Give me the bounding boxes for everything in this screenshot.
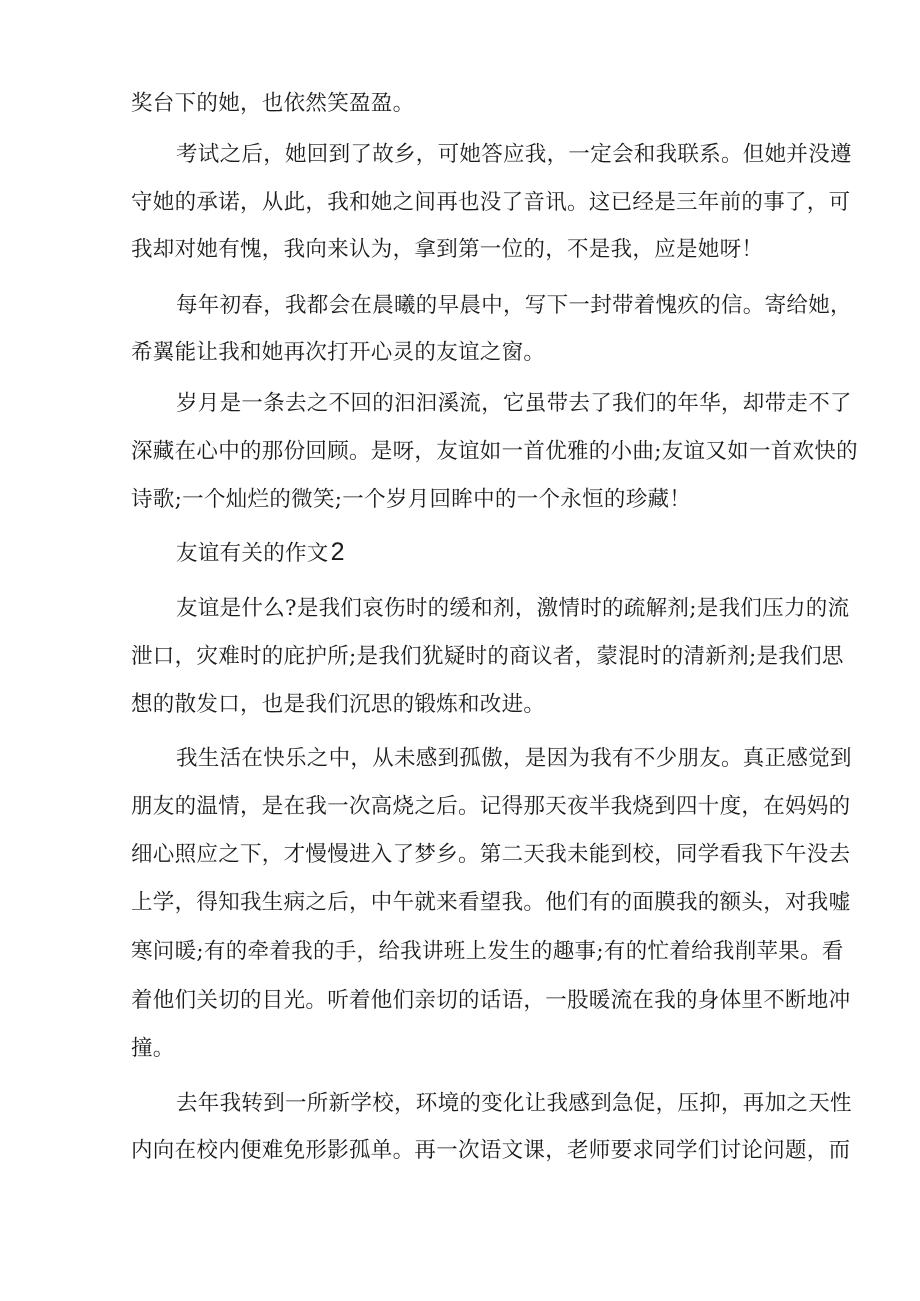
text-line: 泄口，灾难时的庇护所;是我们犹疑时的商议者，蒙混时的清新剂;是我们思: [131, 644, 844, 669]
text-line: 我却对她有愧，我向来认为，拿到第一位的，不是我，应是她呀！: [131, 237, 764, 262]
text-line: 岁月是一条去之不回的汩汩溪流，它虽带去了我们的年华，却带走不了: [176, 391, 852, 416]
text-line: 守她的承诺，从此，我和她之间再也没了音讯。这已经是三年前的事了，可: [131, 190, 851, 215]
text-line: 细心照应之下，才慢慢进入了梦乡。第二天我未能到校，同学看我下午没去: [131, 842, 851, 867]
text-line: 考试之后，她回到了故乡，可她答应我，一定会和我联系。但她并没遵: [176, 142, 852, 167]
text-line: 内向在校内便难免形影孤单。再一次语文课，老师要求同学们讨论问题，而: [131, 1138, 851, 1163]
text-line: 我生活在快乐之中，从未感到孤傲，是因为我有不少朋友。真正感觉到: [176, 746, 852, 771]
text-line: 想的散发口，也是我们沉思的锻炼和改进。: [131, 692, 546, 717]
text-line: 寒问暖;有的牵着我的手，给我讲班上发生的趣事;有的忙着给我削苹果。看: [131, 939, 844, 964]
text-line: 着他们关切的目光。听着他们亲切的话语，一股暖流在我的身体里不断地冲: [131, 988, 851, 1013]
section-heading: [176, 537, 345, 569]
section-heading-text: 友谊有关的作文: [176, 541, 329, 566]
text-line: 上学，得知我生病之后，中午就来看望我。他们有的面膜我的额头，对我嘘: [131, 890, 851, 915]
text-line: 希翼能让我和她再次打开心灵的友谊之窗。: [131, 340, 546, 365]
text-line: 深藏在心中的那份回顾。是呀，友谊如一首优雅的小曲;友谊又如一首欢快的: [131, 439, 858, 464]
text-line: 撞。: [131, 1036, 175, 1061]
text-line: 奖台下的她，也依然笑盈盈。: [131, 91, 415, 116]
text-line: 朋友的温情，是在我一次高烧之后。记得那天夜半我烧到四十度，在妈妈的: [131, 794, 851, 819]
text-line: 每年初春，我都会在晨曦的早晨中，写下一封带着愧疚的信。寄给她，: [176, 293, 852, 318]
text-line: 诗歌;一个灿烂的微笑;一个岁月回眸中的一个永恒的珍藏！: [131, 487, 692, 512]
text-line: 去年我转到一所新学校，环境的变化让我感到急促，压抑，再加之天性: [176, 1091, 852, 1116]
text-line: 友谊是什么?是我们哀伤时的缓和剂，激情时的疏解剂;是我们压力的流: [176, 596, 850, 621]
section-heading-number: 2: [330, 538, 345, 566]
